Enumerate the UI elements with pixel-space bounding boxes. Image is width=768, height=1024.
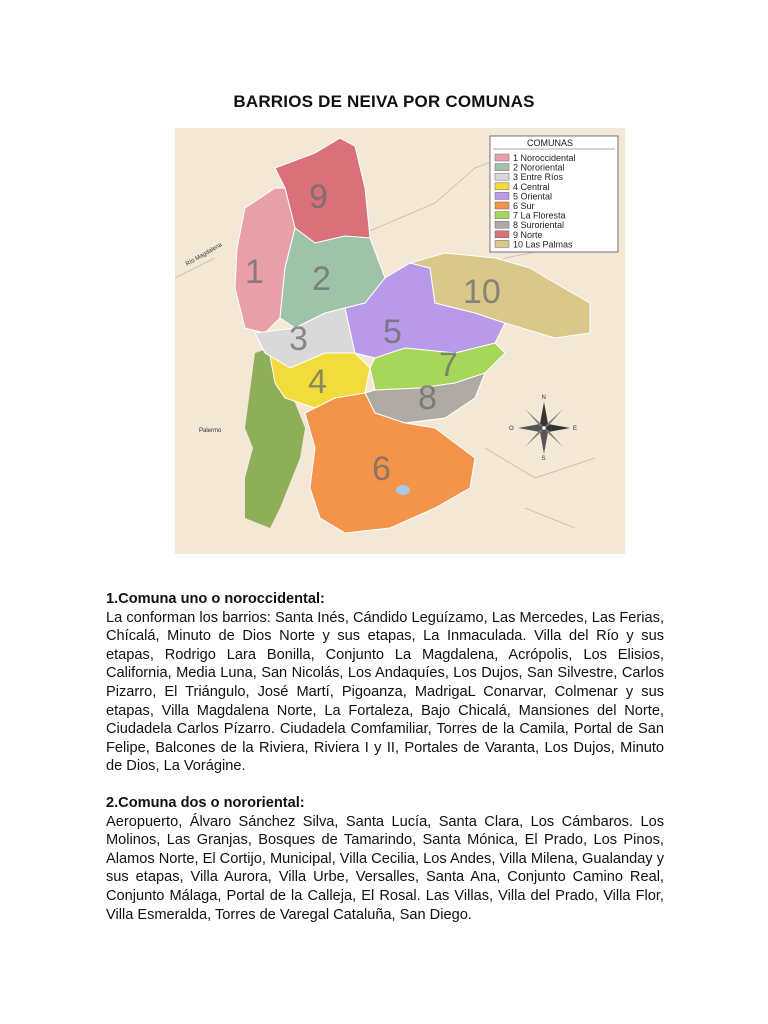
document-title: BARRIOS DE NEIVA POR COMUNAS — [233, 92, 535, 111]
map-number-6: 6 — [372, 450, 391, 488]
legend-swatch — [495, 154, 509, 161]
legend-label: 9 Norte — [513, 229, 543, 240]
legend-label: 10 Las Palmas — [513, 239, 573, 250]
legend-label: 6 Sur — [513, 201, 535, 211]
comunas-map-figure — [175, 128, 625, 554]
map-number-9: 9 — [309, 178, 328, 216]
compass-n: N — [541, 395, 546, 401]
legend-swatch — [495, 231, 509, 238]
map-number-5: 5 — [383, 313, 402, 351]
river-label: Río Magdalena — [185, 242, 224, 268]
compass-e: E — [573, 426, 578, 432]
legend-label: 4 Central — [513, 181, 550, 192]
compass-s: S — [541, 456, 546, 462]
map-number-8: 8 — [418, 379, 437, 417]
map-number-7: 7 — [439, 346, 458, 384]
map-number-3: 3 — [289, 320, 308, 358]
map-number-2: 2 — [312, 260, 331, 298]
legend-swatch — [495, 221, 509, 228]
map-number-4: 4 — [308, 363, 327, 401]
place-label: Palermo — [199, 428, 222, 434]
legend-swatch — [495, 183, 509, 190]
legend-title: COMUNAS — [527, 138, 574, 148]
legend-label: 5 Oriental — [513, 191, 553, 202]
legend-label: 3 Entre Ríos — [513, 172, 564, 183]
comuna-2-section — [106, 794, 664, 924]
comuna-1-section — [106, 590, 664, 776]
lake — [396, 485, 410, 495]
legend-swatch — [495, 164, 509, 171]
legend-swatch — [495, 202, 509, 209]
comunas-map — [175, 128, 625, 554]
section-heading: 1.Comuna uno o noroccidental: — [106, 591, 325, 607]
section-body: La conforman los barrios: Santa Inés, Cándido Leguízamo, Las Mercedes, Las Ferias, Chícalá, Minuto de Dios Norte y sus etapas, La Inmaculada. Villa del Río y sus etapas, Rodrigo Lara Bonilla, Conjunto La Magdalena, Acrópolis, Los Elisios, California, Media Luna, San Nicolás, Los Andaquíes, Los Dujos, San Silvestre, Carlos Pizarro, El Triángulo, José Martí, Pigoanza, MadrigaL Conarvar, Colmenar y sus etapas, Villa Magdalena Norte, La Fortaleza, Bajo Chicalá, Mansiones del Norte, Ciudadela Carlos Pízarro. Ciudadela Comfamiliar, Torres de la Camila, Portal de San Felipe, Balcones de la Riviera, Riviera I y II, Portales de Varanta, Los Dujos, Minuto de Dios, La Vorágine. — [106, 609, 664, 775]
section-body: Aeropuerto, Álvaro Sánchez Silva, Santa Lucía, Santa Clara, Los Cámbaros. Los Molinos, Las Granjas, Bosques de Tamarindo, Santa Mónica, El Prado, Los Pinos, Alamos Norte, El Cortijo, Municipal, Villa Cecilia, Los Andes, Villa Milena, Gualanday y sus etapas, Villa Aurora, Villa Urbe, Versalles, Santa Ana, Conjunto Camino Real, Conjunto Málaga, Portal de la Calleja, El Rosal. Las Villas, Villa del Prado, Villa Flor, Villa Esmeralda, Torres de Varegal Cataluña, San Diego. — [106, 813, 664, 923]
compass-o: O — [509, 426, 514, 432]
map-number-1: 1 — [245, 253, 264, 291]
legend-label: 1 Noroccidental — [513, 153, 576, 163]
section-heading: 2.Comuna dos o nororiental: — [106, 795, 305, 811]
map-number-10: 10 — [463, 273, 501, 311]
legend-label: 2 Nororiental — [513, 162, 565, 173]
legend-swatch — [495, 192, 509, 199]
map-legend — [490, 136, 618, 252]
legend-swatch — [495, 212, 509, 219]
legend-swatch — [495, 240, 509, 247]
legend-label: 8 Suroriental — [513, 220, 565, 231]
legend-swatch — [495, 173, 509, 180]
legend-label: 7 La Floresta — [513, 210, 566, 221]
